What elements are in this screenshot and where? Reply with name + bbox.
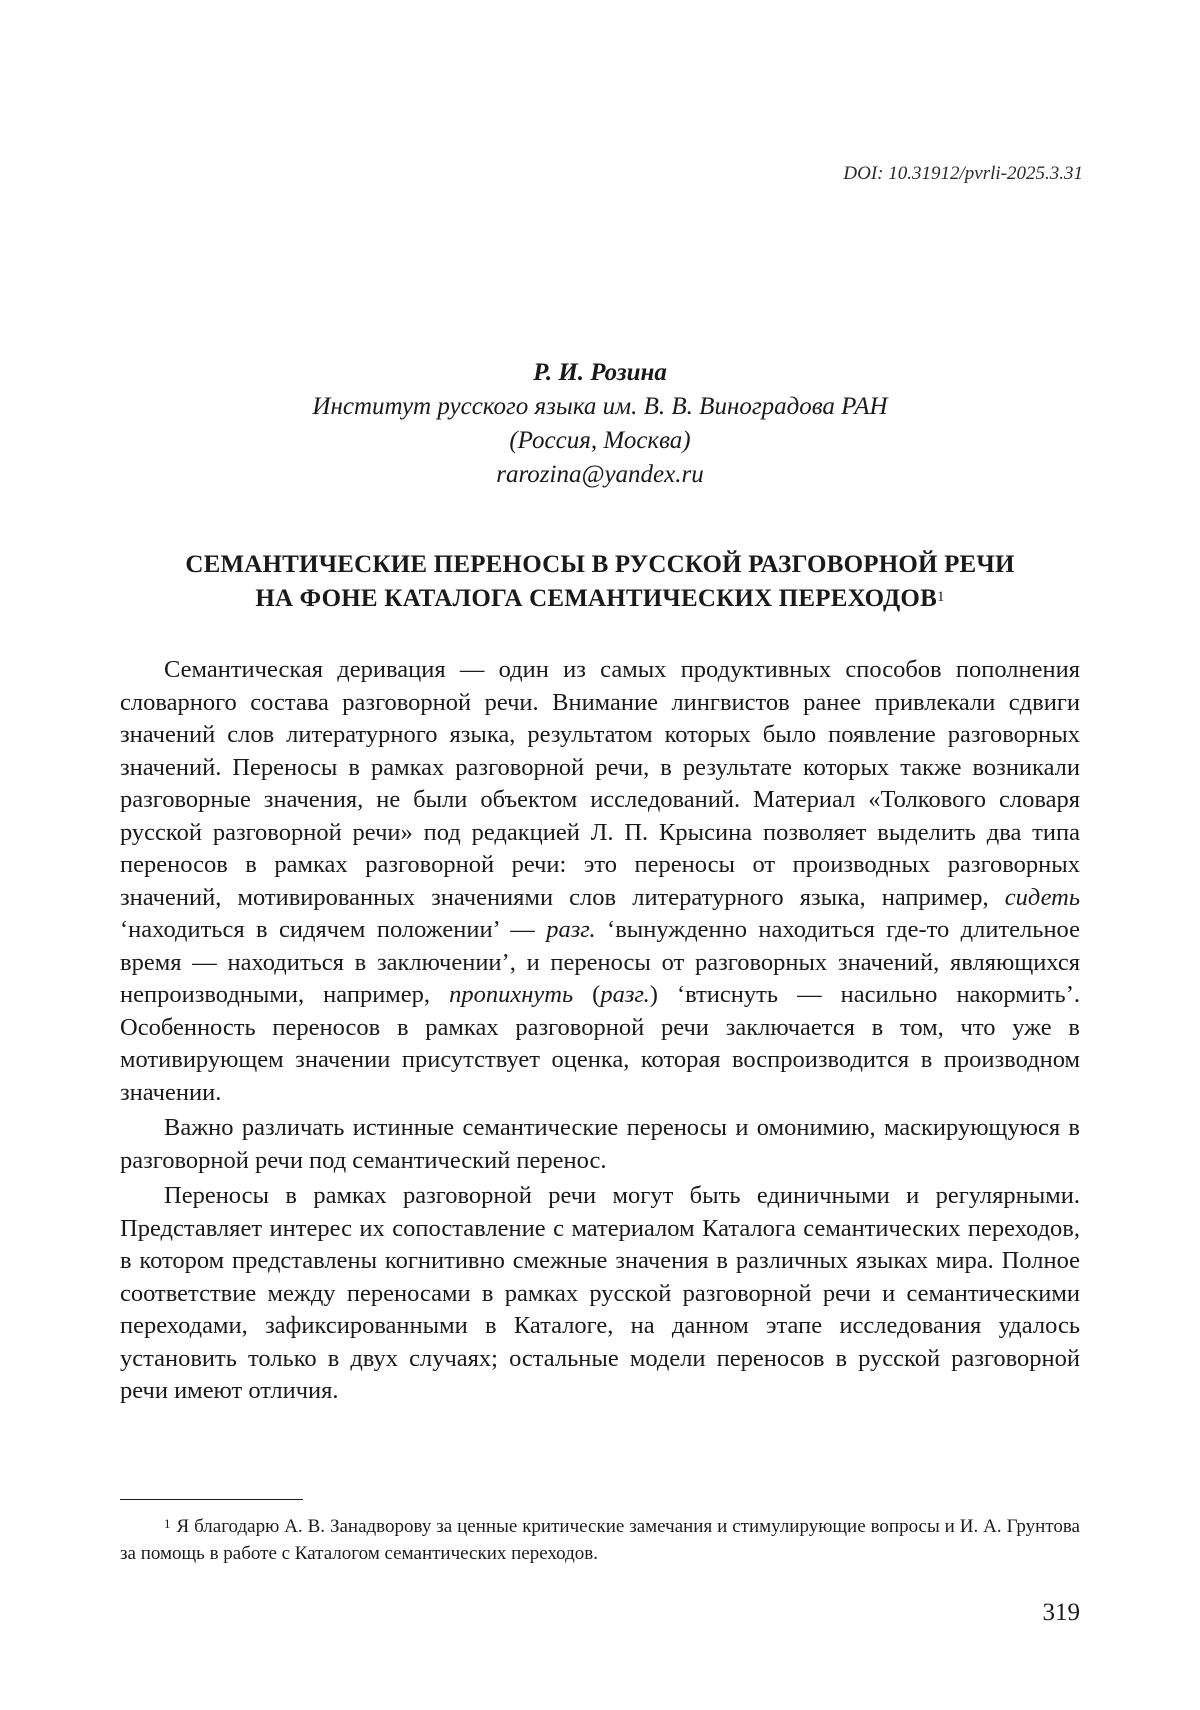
body-paragraph-2: Важно различать истинные семантические переносы и омонимию, маскирующуюся в разговорной речи под семантический перенос. bbox=[120, 1114, 1080, 1174]
article-body bbox=[120, 654, 1080, 1408]
p1-text-d: ( bbox=[573, 981, 601, 1008]
footnote-divider bbox=[120, 1499, 303, 1500]
author-email: rarozina@yandex.ru bbox=[496, 461, 704, 488]
article-title bbox=[0, 548, 1200, 616]
author-block bbox=[0, 356, 1200, 492]
title-line-2 bbox=[0, 582, 1200, 616]
title-footnote-mark: 1 bbox=[936, 589, 945, 605]
page-number: 319 bbox=[1042, 1599, 1080, 1626]
author-affiliation: Институт русского языка им. В. В. Виноградова РАН bbox=[312, 393, 888, 420]
p1-italic-word-1: сидеть bbox=[1004, 883, 1080, 911]
title-line-2-text: НА ФОНЕ КАТАЛОГА СЕМАНТИЧЕСКИХ ПЕРЕХОДОВ bbox=[255, 585, 937, 612]
footnote-mark: 1 bbox=[164, 1516, 171, 1531]
footnote-text: Я благодарю А. В. Занадворову за ценные критические замечания и стимулирующие вопросы и И. А. Грунтова за помощь в работе с Каталогом семантических переходов. bbox=[120, 1516, 1080, 1564]
p1-text-a: Семантическая деривация — один из самых продуктивных способов пополнения словарного состава разговорной речи. Внимание лингвистов ранее привлекали сдвиги значений слов литературного языка, результатом которых было появление разговорных значений. Переносы в рамках разговорной речи, в результате которых также возникали разговорные значения, не были объектом исследований. Материал «Толкового словаря русской разговорной речи» под редакцией Л. П. Крысина позволяет выделить два типа переносов в рамках разговорной речи: это переносы от производных разговорных значений, мотивированных значениями слов литературного языка, например, bbox=[120, 656, 1080, 911]
body-paragraph-1 bbox=[120, 654, 1080, 1109]
title-line-1: СЕМАНТИЧЕСКИЕ ПЕРЕНОСЫ В РУССКОЙ РАЗГОВОРНОЙ РЕЧИ bbox=[185, 551, 1015, 578]
author-location: (Россия, Москва) bbox=[509, 427, 691, 454]
doi-label: DOI: 10.31912/pvrli-2025.3.31 bbox=[843, 163, 1083, 184]
p1-italic-abbr-2: разг. bbox=[600, 981, 650, 1008]
p1-text-b: ‘находиться в сидячем положении’ — bbox=[120, 916, 547, 943]
p1-italic-word-2: пропихнуть bbox=[449, 981, 574, 1008]
p1-text-c: ‘вынужденно находиться где-то длительное время — находиться в заключении’, и переносы от разговорных значений, являющихся непроизводными, например, bbox=[120, 916, 1080, 1008]
p1-text-e: ) ‘втиснуть — насильно накормить’. Особенность переносов в рамках разговорной речи заключается в том, что уже в мотивирующем значении присутствует оценка, которая воспроизводится в производном значении. bbox=[120, 981, 1080, 1106]
body-paragraph-3: Переносы в рамках разговорной речи могут быть единичными и регулярными. Представляет интерес их сопоставление с материалом Каталога семантических переходов, в котором представлены когнитивно смежные значения в различных языках мира. Полное соответствие между переносами в рамках русской разговорной речи и семантическими переходами, зафиксированными в Каталоге, на данном этапе исследования удалось установить только в двух случаях; остальные модели переносов в русской разговорной речи имеют отличия. bbox=[120, 1182, 1080, 1404]
footnote bbox=[120, 1513, 1080, 1567]
author-name: Р. И. Розина bbox=[533, 359, 667, 386]
p1-italic-abbr-1: разг. bbox=[546, 916, 596, 943]
